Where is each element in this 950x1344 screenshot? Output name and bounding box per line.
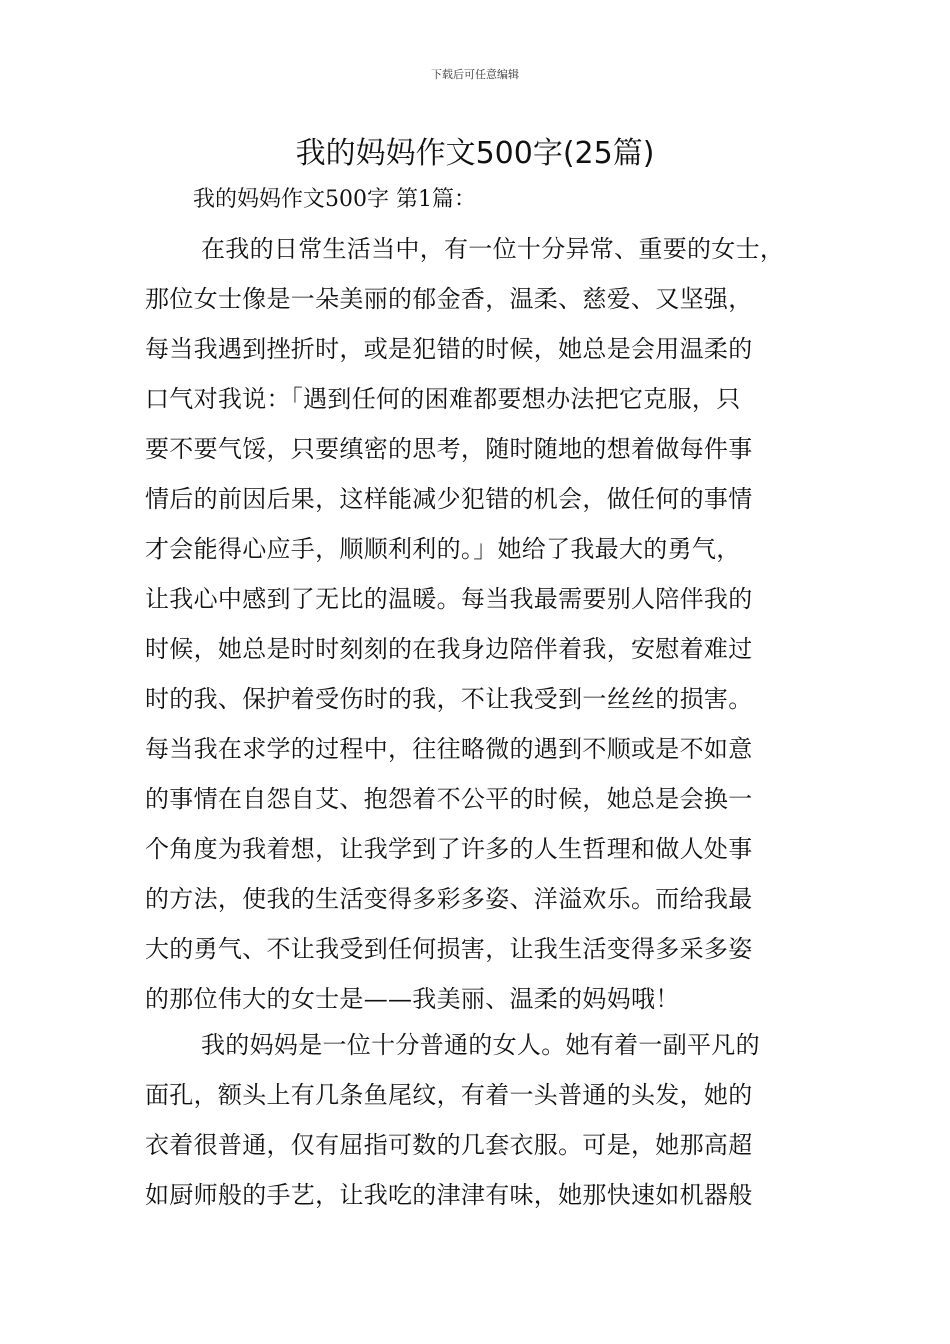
paragraph-2 [145,1020,825,1220]
header-note: 下载后可任意编辑 [431,68,519,81]
paragraph-line: 那位女士像是一朵美丽的郁金香，温柔、慈爱、又坚强， [145,285,753,313]
paragraph-1 [145,224,825,1024]
paragraph-line: 在我的日常生活当中，有一位十分异常、重要的女士， [201,235,785,263]
paragraph-line: 口气对我说：「遇到任何的困难都要想办法把它克服，只 [145,385,741,413]
paragraph-line: 个角度为我着想，让我学到了许多的人生哲理和做人处事 [145,835,753,863]
paragraph-line: 衣着很普通，仅有屈指可数的几套衣服。可是，她那高超 [145,1131,753,1159]
paragraph-line: 时候，她总是时时刻刻的在我身边陪伴着我，安慰着难过 [145,635,753,663]
paragraph-line: 面孔，额头上有几条鱼尾纹，有着一头普通的头发，她的 [145,1081,753,1109]
paragraph-line: 情后的前因后果，这样能减少犯错的机会，做任何的事情 [145,485,753,513]
paragraph-line: 大的勇气、不让我受到任何损害，让我生活变得多采多姿 [145,935,753,963]
paragraph-line: 的那位伟大的女士是——我美丽、温柔的妈妈哦！ [145,985,680,1013]
paragraph-line: 时的我、保护着受伤时的我，不让我受到一丝丝的损害。 [145,685,753,713]
paragraph-line: 要不要气馁，只要缜密的思考，随时随地的想着做每件事 [145,435,753,463]
paragraph-line: 我的妈妈是一位十分普通的女人。她有着一副平凡的 [201,1031,760,1059]
paragraph-line: 让我心中感到了无比的温暖。每当我最需要别人陪伴我的 [145,585,753,613]
paragraph-line: 才会能得心应手，顺顺利利的。」她给了我最大的勇气， [145,535,741,563]
section-heading: 我的妈妈作文500字 第1篇： [193,187,476,212]
document-title: 我的妈妈作文500字(25篇) [295,136,655,171]
paragraph-line: 每当我在求学的过程中，往往略微的遇到不顺或是不如意 [145,735,753,763]
paragraph-line: 的事情在自怨自艾、抱怨着不公平的时候，她总是会换一 [145,785,753,813]
paragraph-line: 的方法，使我的生活变得多彩多姿、洋溢欢乐。而给我最 [145,885,753,913]
paragraph-line: 如厨师般的手艺，让我吃的津津有味，她那快速如机器般 [145,1181,753,1209]
paragraph-line: 每当我遇到挫折时，或是犯错的时候，她总是会用温柔的 [145,335,753,363]
